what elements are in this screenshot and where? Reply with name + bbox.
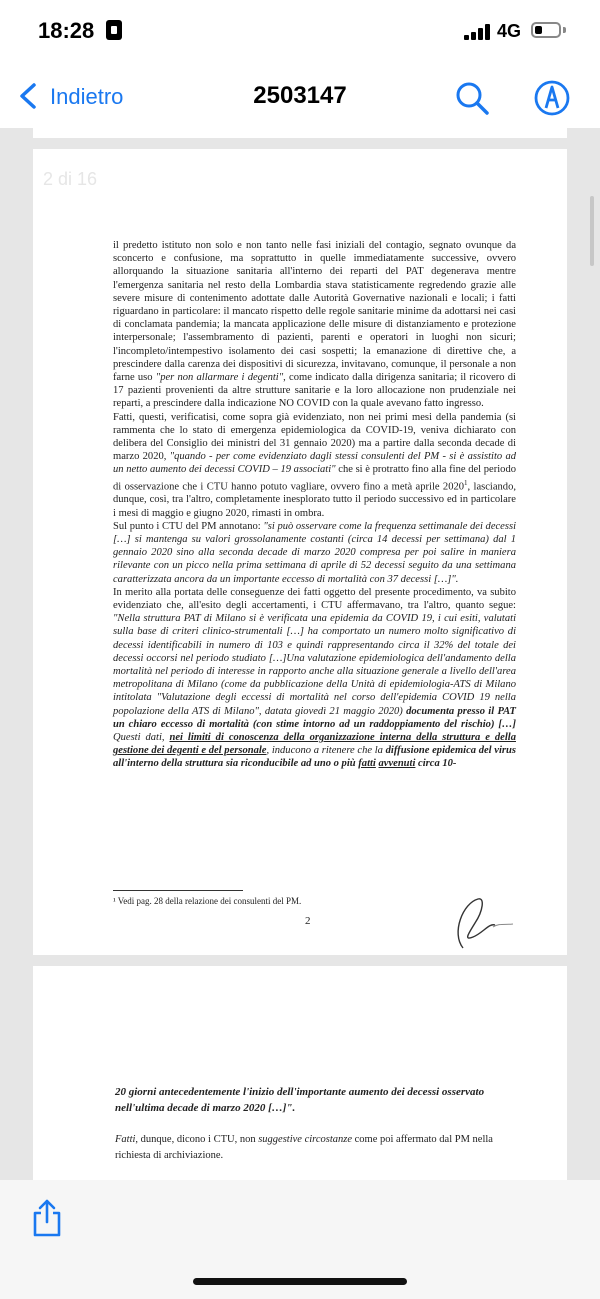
document-page[interactable]: [33, 149, 567, 955]
page-number: 2: [305, 915, 311, 927]
bold-italic-run: diffusione epidemica del virus all'interno della struttura sia riconducibile ad uno o più: [113, 745, 516, 770]
orientation-lock-icon: [106, 20, 122, 40]
text-run: , come indicato dalla dirigenza sanitaria; il ricovero di 17 pazienti provenienti da altre strutture sanitarie e la loro allocazione non prudenziale nei reparti, a prescindere dalla indicazione NO COVID con la quale avevano fatto ingresso.: [113, 372, 516, 410]
signal-icon: [464, 24, 492, 40]
paragraph: [113, 586, 516, 771]
paragraph: [113, 411, 516, 520]
back-label: Indietro: [50, 84, 124, 109]
network-type: 4G: [497, 21, 522, 41]
italic-run: , inducono a ritenere che la: [266, 745, 386, 757]
page-continuation-text: 20 giorni antecedentemente l'inizio dell'importante aumento dei decessi osservato nell'ultima decade di marzo 2020 […]".: [115, 1086, 485, 1114]
underlined-run: avvenuti: [378, 758, 416, 770]
share-icon[interactable]: [30, 1198, 64, 1238]
italic-quote: "per non allarmare i degenti": [155, 372, 284, 384]
footnote: ¹ Vedi pag. 28 della relazione dei consulenti del PM.: [113, 896, 302, 906]
footnote-rule: [113, 890, 243, 891]
bold-italic-run: documenta presso il PAT un chiaro eccesso di mortalità (con stime intorno ad un raddoppiamento del rischio) […]: [113, 705, 516, 730]
italic-run: Fatti: [115, 1134, 136, 1145]
italic-run: Questi dati,: [113, 732, 170, 744]
previous-page-edge: [33, 128, 567, 138]
text-run: il predetto istituto non solo e non tanto nelle fasi iniziali del contagio, segnato ovunque da sconcerto e confusione, ma soprattutto in quelle immediatamente successive, ovvero allorquando la situazione sanitaria all'interno dei reparti del PAT degenerava mentre l'emergenza sanitaria nel resto della Lombardia stava statisticamente regredendo grazie alle severe misure di contenimento adottate dalle Autorità Governative nazionali e locali; i fatti riguardano in particolare: il mancato rispetto delle regole sanitarie minime da adottarsi nei casi di conclamata pandemia; la mancata applicazione delle misure di distanziamento e protezione interpersonale; l'assembramento di pazienti, parenti e operatori in luoghi non sicuri; l'incompleto/intempestivo isolamento dei casi sospetti; la emanazione di direttive che, a prescindere dalla carenza dei dispositivi di sicurezza, invitavano, comunque, il personale a non farne uso: [113, 240, 516, 384]
bold-italic-run: circa 10-: [415, 758, 457, 770]
text-run: In merito alla portata delle conseguenze dei fatti oggetto del presente procedimento, va subito evidenziato che, all'esito degli accertamenti, i CTU affermavano, tra l'altro, quanto segue:: [113, 586, 516, 611]
battery-icon: [531, 22, 561, 38]
paragraph: [113, 239, 516, 411]
page-indicator: 2 di 16: [43, 169, 98, 189]
text-run: Fatti, questi, verificatisi, come sopra già evidenziato, non nei primi mesi della pandemia (si rammenta che lo stato di emergenza epidemiologica da COVID-19, veniva dichiarato con delibera del Consiglio dei ministri del 31 gennaio 2020) ma a partire dalla seconda decade di marzo 2020,: [113, 411, 516, 463]
paragraph: [115, 1132, 520, 1164]
markup-pen-icon[interactable]: [532, 78, 572, 118]
scroll-indicator[interactable]: [590, 196, 594, 266]
status-bar: [0, 0, 600, 64]
footnote-ref: 1: [464, 478, 468, 487]
underlined-run: fatti: [358, 758, 376, 770]
text-run: che si è protratto fino alla fine del periodo di osservazione che i CTU hanno potuto vagliare, ovvero fino a metà aprile 2020: [113, 464, 516, 493]
status-time: 18:28: [38, 18, 95, 43]
text-run: come poi affermato dal PM nella richiesta di archiviazione.: [115, 1134, 493, 1161]
text-run: , dunque, dicono i CTU, non: [135, 1134, 259, 1145]
italic-quote: "quando - per come evidenziato dagli stessi consulenti del PM - si è assistito ad un netto aumento dei decessi COVID – 19 associati": [113, 451, 517, 476]
nav-bar: [0, 64, 600, 128]
underlined-run: nei limiti di conoscenza della organizzazione interna della struttura e della gestione dei degenti e del personale: [113, 732, 516, 757]
document-title: 2503147: [253, 82, 347, 109]
bottom-toolbar: [0, 1180, 600, 1299]
text-run: Sul punto i CTU del PM annotano:: [113, 520, 264, 532]
text-run: , lasciando, dunque, così, tra l'altro, completamente inesplorato tutto il periodo successivo ed in particolare i mesi di maggio e giugno 2020, rimasti in ombra.: [113, 481, 516, 519]
battery-tip: [563, 27, 566, 33]
italic-quote: "Nella struttura PAT di Milano si è verificata una epidemia da COVID 19, i cui esiti, valutati sulla base di criteri clinico-strumentali […] ha comportato un numero molto significativo di decessi identificabili in numero di 103 e quindi rappresentando circa il 32% del totale dei decessi occorsi nel periodo studiato […]Una valutazione epidemiologica dell'andamento della mortalità nel periodo di interesse in rapporto anche alla situazione generale a livello dell'area metropolitana di Milano (come da pubblicazione della Unità di epidemiologia-ATS di Milano intitolata "Valutazione degli eccessi di mortalità nel corso dell'epidemia COVID 19 nella popolazione della ATS di Milano", datata giovedì 21 maggio 2020): [113, 613, 516, 717]
paragraph: [113, 520, 516, 586]
italic-quote: "si può osservare come la frequenza settimanale dei decessi […] si mantenga su valori grossolanamente costanti (circa 14 decessi per settimana) dal 1 gennaio 2020 sino alla seconda decade di marzo 2020 compresa per poi salire in maniera rilevante con un picco nella prima settimana di aprile di 52 decessi seguito da una settimana caratterizzata ancora da un importante eccesso di mortalità con 37 decessi […]".: [113, 520, 517, 585]
next-document-page[interactable]: [33, 966, 567, 1180]
italic-run: suggestive circostanze: [258, 1134, 353, 1145]
search-icon[interactable]: [452, 78, 492, 118]
page-body: [113, 239, 516, 771]
signature-icon: [433, 893, 523, 953]
home-indicator[interactable]: [193, 1278, 407, 1285]
